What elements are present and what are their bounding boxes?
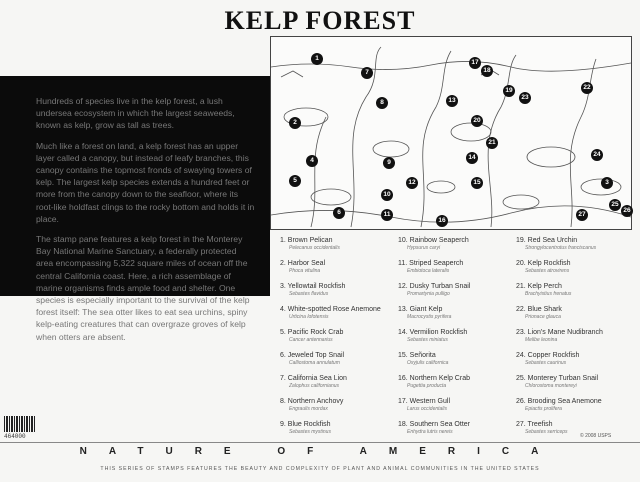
- page-title: KELP FOREST: [224, 6, 416, 35]
- intro-paragraph-3: The stamp pane features a kelp forest in the Monterey Bay National Marine Sanctuary, a federally protected area encompassing 5,322 square miles of ocean off the central California coast. Here, a rich assemblage of marine organisms finds ample food and shelter. One species is especially important to the survival of the kelp forest itself: The sea otter likes to eat sea urchins, spiny kelp-eating creatures that can overgraze groves of kelp when otters are absent.: [36, 234, 250, 342]
- illustration-number-badge: 11: [381, 209, 393, 221]
- illustration-number-badge: 26: [621, 205, 633, 217]
- illustration-number-badge: 20: [471, 115, 483, 127]
- species-entry: 1. Brown Pelican Pelecanus occidentalis: [280, 237, 340, 251]
- illustration-number-badge: 24: [591, 149, 603, 161]
- species-entry: 5. Pacific Rock Crab Cancer antennarius: [280, 329, 344, 343]
- footer-divider: [0, 442, 640, 443]
- species-entry: 24. Copper Rockfish Sebastes caurinus: [516, 352, 580, 366]
- species-entry: 17. Western Gull Larus occidentalis: [398, 398, 451, 412]
- species-entry: 8. Northern Anchovy Engraulis mordax: [280, 398, 344, 412]
- species-entry: 3. Yellowtail Rockfish Sebastes flavidus: [280, 283, 346, 297]
- intro-paragraph-1: Hundreds of species live in the kelp forest, a lush undersea ecosystem in which the largest seaweeds, known as kelp, grow as tall as trees.: [36, 96, 235, 131]
- series-tagline: THIS SERIES OF STAMPS FEATURES THE BEAUTY AND COMPLEXITY OF PLANT AND ANIMAL COMMUNITIES IN THE UNITED STATES: [100, 466, 540, 472]
- species-entry: 22. Blue Shark Prionace glauca: [516, 306, 562, 320]
- species-entry: 20. Kelp Rockfish Sebastes atrovirens: [516, 260, 571, 274]
- series-title: NATURE OF AMERICA: [79, 446, 561, 457]
- species-entry: 26. Brooding Sea Anemone Epiactis prolifera: [516, 398, 602, 412]
- species-entry: 7. California Sea Lion Zalophus californianus: [280, 375, 347, 389]
- illustration-number-badge: 12: [406, 177, 418, 189]
- intro-text: [36, 95, 256, 351]
- kelp-forest-illustration: [270, 36, 632, 230]
- species-entry: 11. Striped Seaperch Embiotoca lateralis: [398, 260, 464, 274]
- illustration-number-badge: 10: [381, 189, 393, 201]
- species-entry: 14. Vermilion Rockfish Sebastes miniatus: [398, 329, 468, 343]
- illustration-number-badge: 17: [469, 57, 481, 69]
- intro-paragraph-2: Much like a forest on land, a kelp forest has an upper layer called a canopy, but instead of leafy branches, this canopy contains the topmost fronds of swaying towers of kelp. The largest kelp species extends a hundred feet or more from the canopy down to the seafloor, where its root-like holdfast clings to the rocky bottom and holds it in place.: [36, 140, 255, 224]
- illustration-number-badge: 22: [581, 82, 593, 94]
- illustration-number-badge: 23: [519, 92, 531, 104]
- species-entry: 25. Monterey Turban Snail Chlorostoma montereyi: [516, 375, 599, 389]
- illustration-number-badge: 15: [471, 177, 483, 189]
- species-entry: 12. Dusky Turban Snail Promartynia pulligo: [398, 283, 471, 297]
- illustration-number-badge: 19: [503, 85, 515, 97]
- illustration-number-badge: 21: [486, 137, 498, 149]
- species-entry: 23. Lion's Mane Nudibranch Melibe leonina: [516, 329, 603, 343]
- copyright-notice: © 2008 USPS: [580, 433, 612, 439]
- species-entry: 15. Señorita Oxyjulis californica: [398, 352, 449, 366]
- species-entry: 27. Treefish Sebastes serriceps: [516, 421, 568, 435]
- illustration-number-badge: 18: [481, 65, 493, 77]
- species-column-2: [398, 236, 516, 443]
- species-entry: 9. Blue Rockfish Sebastes mystinus: [280, 421, 331, 435]
- species-legend: [280, 236, 635, 446]
- species-entry: 10. Rainbow Seaperch Hypsurus caryi: [398, 237, 469, 251]
- illustration-number-badge: 3: [601, 177, 613, 189]
- species-entry: 2. Harbor Seal Phoca vitulina: [280, 260, 326, 274]
- illustration-number-badge: 4: [306, 155, 318, 167]
- illustration-number-badge: 16: [436, 215, 448, 227]
- barcode: [4, 416, 36, 432]
- illustration-number-badge: 14: [466, 152, 478, 164]
- illustration-number-badge: 6: [333, 207, 345, 219]
- illustration-number-badge: 27: [576, 209, 588, 221]
- illustration-number-badge: 2: [289, 117, 301, 129]
- illustration-number-badge: 5: [289, 175, 301, 187]
- kelp-forest-drawing: [271, 37, 631, 229]
- illustration-number-badge: 7: [361, 67, 373, 79]
- illustration-number-badge: 1: [311, 53, 323, 65]
- species-entry: 19. Red Sea Urchin Strongylocentrotus franciscanus: [516, 237, 597, 251]
- species-entry: 4. White-spotted Rose Anemone Urticina lofotensis: [280, 306, 381, 320]
- species-entry: 18. Southern Sea Otter Enhydra lutris nereis: [398, 421, 470, 435]
- species-entry: 13. Giant Kelp Macrocystis pyrifera: [398, 306, 452, 320]
- illustration-number-badge: 25: [609, 199, 621, 211]
- species-entry: 21. Kelp Perch Brachyistius frenatus: [516, 283, 572, 297]
- illustration-number-badge: 8: [376, 97, 388, 109]
- species-column-1: [280, 236, 398, 443]
- illustration-number-badge: 13: [446, 95, 458, 107]
- illustration-number-badge: 9: [383, 157, 395, 169]
- barcode-number: 464000: [4, 433, 26, 440]
- species-column-3: [516, 236, 634, 443]
- species-entry: 6. Jeweled Top Snail Calliostoma annulatum: [280, 352, 345, 366]
- species-entry: 16. Northern Kelp Crab Pugettia producta: [398, 375, 470, 389]
